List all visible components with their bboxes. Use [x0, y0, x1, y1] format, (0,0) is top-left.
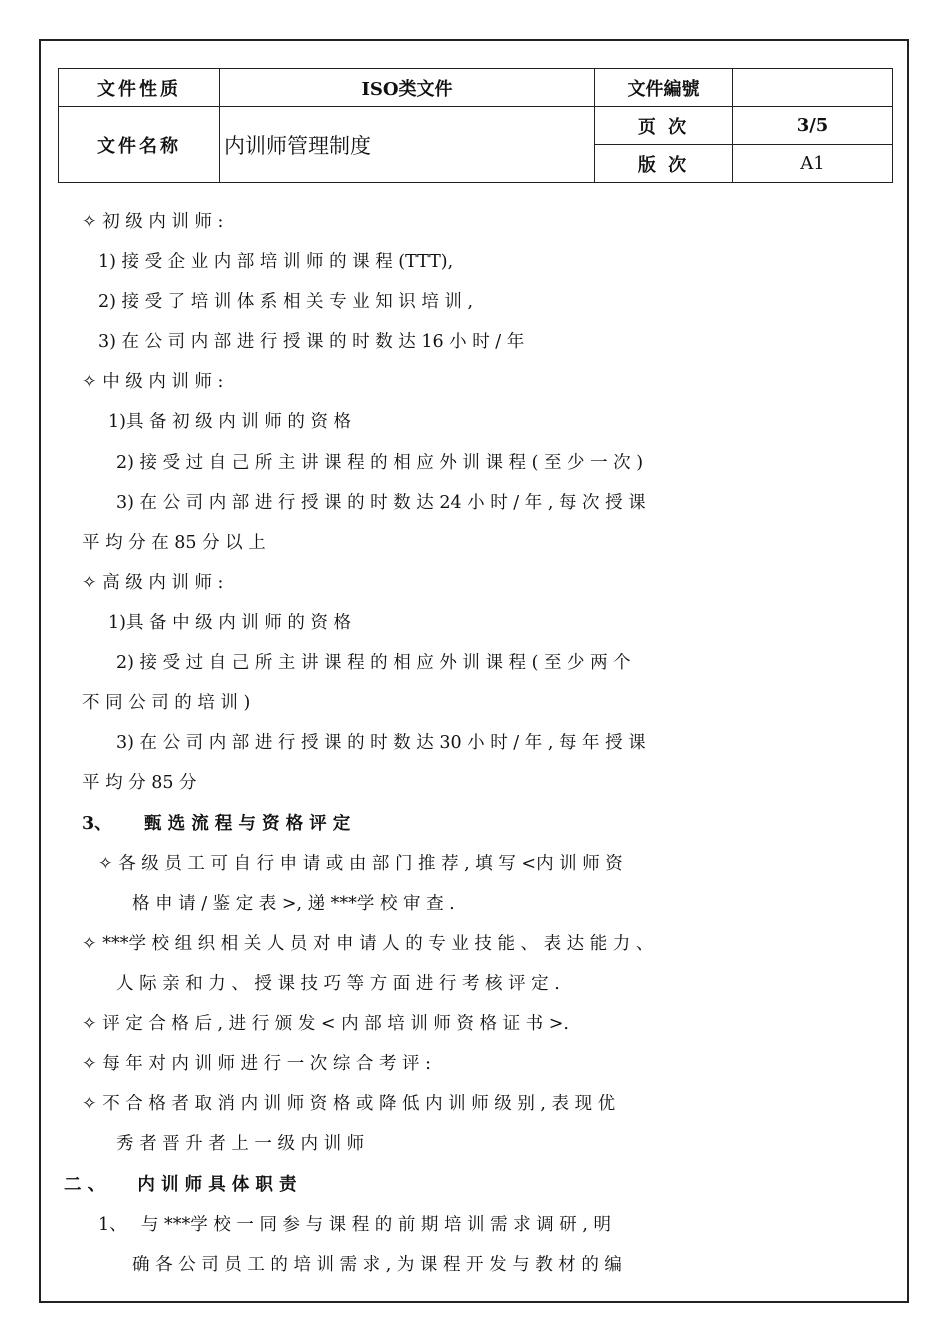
file-nature-label: 文件性质 — [59, 69, 220, 107]
body-line: ✧ 不 合 格 者 取 消 内 训 师 资 格 或 降 低 内 训 师 级 别 , 表 现 优 — [82, 1094, 616, 1114]
body-line: 2) 接 受 过 自 己 所 主 讲 课 程 的 相 应 外 训 课 程 ( 至 少 两 个 — [116, 653, 631, 673]
body-line: 人 际 亲 和 力 、 授 课 技 巧 等 方 面 进 行 考 核 评 定 . — [116, 974, 560, 994]
body-line: ✧ 评 定 合 格 后 , 进 行 颁 发 < 内 部 培 训 师 资 格 证 书 >. — [82, 1014, 569, 1034]
body-line: 1、 与 ***学 校 一 同 参 与 课 程 的 前 期 培 训 需 求 调 研 , 明 — [98, 1215, 611, 1235]
body-line: ✧ 中 级 内 训 师 : — [82, 372, 224, 392]
body-line: 平 均 分 85 分 — [82, 773, 197, 793]
file-name-value: 内训师管理制度 — [220, 107, 595, 183]
page-value: 3/5 — [733, 107, 893, 145]
section-heading: 3、 甄 选 流 程 与 资 格 评 定 — [82, 814, 351, 834]
body-line: 确 各 公 司 员 工 的 培 训 需 求 , 为 课 程 开 发 与 教 材 的 编 — [132, 1255, 622, 1275]
body-line: 1)具 备 中 级 内 训 师 的 资 格 — [108, 613, 352, 633]
file-number-value — [733, 69, 893, 107]
file-nature-value: ISO类文件 — [220, 69, 595, 107]
file-number-label: 文件編號 — [595, 69, 733, 107]
body-line: 2) 接 受 了 培 训 体 系 相 关 专 业 知 识 培 训 , — [98, 292, 474, 312]
page-label: 页 次 — [595, 107, 733, 145]
body-line: ✧ 各 级 员 工 可 自 行 申 请 或 由 部 门 推 荐 , 填 写 <内 训 师 资 — [98, 854, 623, 874]
body-line: 1)具 备 初 级 内 训 师 的 资 格 — [108, 412, 352, 432]
body-line: ✧ 每 年 对 内 训 师 进 行 一 次 综 合 考 评 : — [82, 1054, 431, 1074]
version-value: A1 — [733, 145, 893, 183]
body-line: ✧ ***学 校 组 织 相 关 人 员 对 申 请 人 的 专 业 技 能 、 表 达 能 力 、 — [82, 934, 654, 954]
body-line: ✧ 高 级 内 训 师 : — [82, 573, 224, 593]
body-line: 3) 在 公 司 内 部 进 行 授 课 的 时 数 达 24 小 时 / 年 , 每 次 授 课 — [116, 493, 646, 513]
document-header-table — [58, 68, 893, 183]
body-line: 2) 接 受 过 自 己 所 主 讲 课 程 的 相 应 外 训 课 程 ( 至 少 一 次 ) — [116, 453, 644, 473]
section-heading: 二 、 内 训 师 具 体 职 责 — [64, 1175, 297, 1195]
body-line: 1) 接 受 企 业 内 部 培 训 师 的 课 程 (TTT), — [98, 252, 454, 272]
body-line: 3) 在 公 司 内 部 进 行 授 课 的 时 数 达 16 小 时 / 年 — [98, 332, 525, 352]
body-line: 平 均 分 在 85 分 以 上 — [82, 533, 266, 553]
body-line: 格 申 请 / 鉴 定 表 >, 递 ***学 校 审 查 . — [132, 894, 455, 914]
body-line: ✧ 初 级 内 训 师 : — [82, 212, 224, 232]
file-name-label: 文件名称 — [59, 107, 220, 183]
body-line: 不 同 公 司 的 培 训 ) — [82, 693, 251, 713]
body-line: 秀 者 晋 升 者 上 一 级 内 训 师 — [116, 1134, 365, 1154]
body-line: 3) 在 公 司 内 部 进 行 授 课 的 时 数 达 30 小 时 / 年 , 每 年 授 课 — [116, 733, 646, 753]
version-label: 版 次 — [595, 145, 733, 183]
